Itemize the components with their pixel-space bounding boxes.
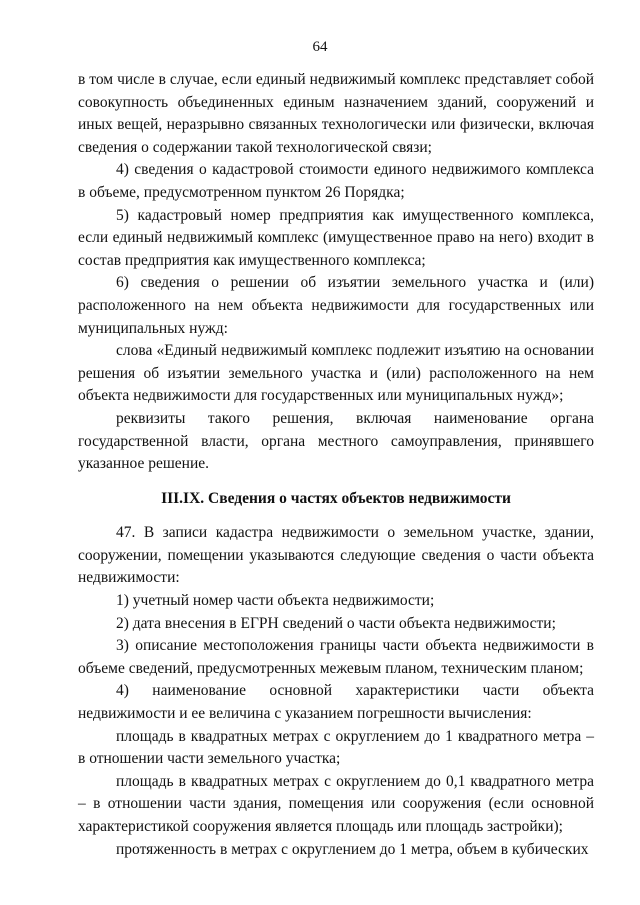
document-body [78,69,594,861]
page-number: 64 [312,39,328,55]
paragraph: 47. В записи кадастра недвижимости о земельном участке, здании, сооружении, помещении указываются следующие сведения о части объекта недвижимости: [78,524,594,587]
list-item: 4) наименование основной характеристики части объекта недвижимости и ее величина с указанием погрешности вычисления: [78,682,594,723]
paragraph: слова «Единый недвижимый комплекс подлежит изъятию на основании решения об изъятии земельного участка и (или) расположенного на нем объекта недвижимости для государственных или муниципальных нужд»; [78,342,594,405]
paragraph: в том числе в случае, если единый недвижимый комплекс представляет собой совокупность объединенных единым назначением зданий, сооружений и иных вещей, неразрывно связанных технологически или физически, включая сведения о содержании такой технологической связи; [78,71,594,156]
list-item: 2) дата внесения в ЕГРН сведений о части объекта недвижимости; [116,614,556,632]
paragraph: площадь в квадратных метрах с округлением до 0,1 квадратного метра – в отношении части здания, помещения или сооружения (если основной характеристикой сооружения является площадь или площадь застройки); [78,772,594,835]
paragraph: 5) кадастровый номер предприятия как имущественного комплекса, если единый недвижимый комплекс (имущественное право на него) входит в состав предприятия как имущественного комплекса; [78,206,594,269]
section-heading: III.IX. Сведения о частях объектов недвижимости [161,489,511,507]
paragraph: протяженность в метрах с округлением до 1 метра, объем в кубических [116,840,589,858]
list-item: 1) учетный номер части объекта недвижимости; [116,592,435,610]
list-item: 3) описание местоположения границы части объекта недвижимости в объеме сведений, предусмотренных межевым планом, техническим планом; [78,637,594,677]
paragraph: площадь в квадратных метрах с округлением до 1 квадратного метра – в отношении части земельного участка; [78,727,594,768]
paragraph: 4) сведения о кадастровой стоимости единого недвижимого комплекса в объеме, предусмотренном пунктом 26 Порядка; [78,161,594,201]
paragraph: 6) сведения о решении об изъятии земельного участка и (или) расположенного на нем объекта недвижимости для государственных или муниципальных нужд: [78,274,594,337]
paragraph: реквизиты такого решения, включая наименование органа государственной власти, органа местного самоуправления, принявшего указанное решение. [78,409,594,473]
